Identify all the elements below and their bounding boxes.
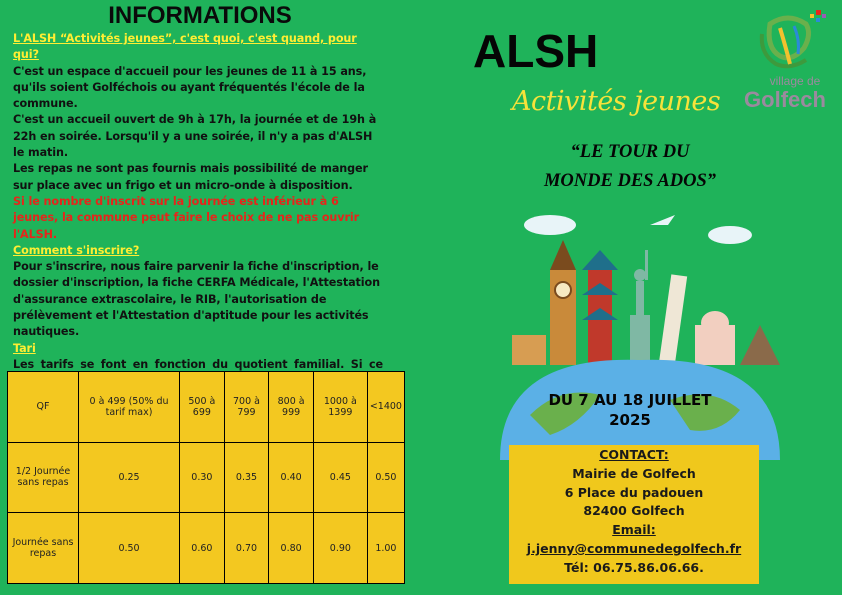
- table-cell: 1/2 Journée sans repas: [8, 442, 79, 513]
- statue-of-liberty-icon: [630, 315, 650, 365]
- activites-jeunes-subtitle: Activités jeunes: [512, 86, 721, 117]
- contact-heading: CONTACT:: [599, 447, 669, 462]
- table-cell: 1.00: [367, 513, 404, 584]
- email-label: Email:: [612, 522, 656, 538]
- table-cell: 0.30: [180, 442, 225, 513]
- warning-minimum: Si le nombre d'inscrit sur la journée est inférieur à 6 jeunes, la commune peut faire le choix de ne pas ouvrir l'ALSH.: [13, 194, 360, 241]
- email-link[interactable]: j.jenny@communedegolfech.fr: [526, 540, 742, 556]
- table-row: [8, 513, 405, 584]
- contact-address: 6 Place du padouen: [564, 484, 704, 500]
- theme-title: [480, 138, 780, 196]
- date-range: [520, 390, 740, 430]
- logo-text: Golfech: [744, 87, 826, 112]
- date-line: DU 7 AU 18 JUILLET: [548, 391, 712, 409]
- theme-line: MONDE DES ADOS”: [543, 171, 717, 191]
- paragraph-audience: C'est un espace d'accueil pour les jeunes de 11 à 15 ans, qu'ils soient Golféchois ou ayant fréquentés l'école de la commune.: [13, 64, 367, 111]
- theme-line: “LE TOUR DU: [570, 142, 690, 162]
- table-cell: 0.50: [79, 513, 180, 584]
- table-header: <1400: [367, 372, 404, 443]
- contact-city: 82400 Golfech: [583, 503, 685, 519]
- paragraph-hours: C'est un accueil ouvert de 9h à 17h, la journée et de 19h à 22h en soirée. Lorsqu'il y a une soirée, il n'y a pas d'ALSH le matin.: [13, 113, 377, 160]
- table-row: [8, 442, 405, 513]
- table-cell: 0.40: [269, 442, 314, 513]
- alsh-title: ALSH: [473, 25, 599, 77]
- tarif-table: [7, 371, 405, 584]
- paragraph-registration: Pour s'inscrire, nous faire parvenir la fiche d'inscription, le dossier d'inscription, la fiche CERFA Médicale, l'Attestation d'assurance extrascolaire, le RIB, l'autorisation de prélèvement et l'Attestation d'aptitude pour les activités nautiques.: [13, 260, 380, 339]
- table-cell: 0.80: [269, 513, 314, 584]
- table-cell: 0.70: [224, 513, 269, 584]
- paragraph-meals: Les repas ne sont pas fournis mais possibilité de manger sur place avec un frigo et un micro-onde à disposition.: [13, 162, 368, 192]
- table-header: 800 à 999: [269, 372, 314, 443]
- contact-name: Mairie de Golfech: [572, 465, 696, 481]
- table-cell: 0.45: [313, 442, 367, 513]
- table-header: 500 à 699: [180, 372, 225, 443]
- airplane-icon: [650, 215, 675, 225]
- phone-number: Tél: 06.75.86.06.66.: [564, 559, 704, 575]
- colosseum-icon: [512, 335, 546, 365]
- cloud-icon: [524, 215, 576, 235]
- date-year: 2025: [609, 411, 651, 429]
- table-cell: 0.90: [313, 513, 367, 584]
- table-header: 700 à 799: [224, 372, 269, 443]
- pisa-tower-icon: [659, 274, 687, 365]
- table-header: 1000 à 1399: [313, 372, 367, 443]
- table-cell: 0.60: [180, 513, 225, 584]
- contact-box: [509, 445, 759, 584]
- table-header-row: [8, 372, 405, 443]
- pyramid-icon: [740, 325, 780, 365]
- question-what: L'ALSH “Activités jeunes”, c'est quoi, c'est quand, pour qui?: [13, 32, 357, 62]
- question-tarif: Tari: [13, 341, 36, 355]
- logo-text: village de: [769, 74, 821, 88]
- table-header: 0 à 499 (50% du tarif max): [79, 372, 180, 443]
- paragraph-tarif: Les tarifs se font en fonction du quotient familial. Si ce: [13, 357, 383, 371]
- table-header: QF: [8, 372, 79, 443]
- informations-text: [13, 31, 383, 390]
- table-cell: Journée sans repas: [8, 513, 79, 584]
- cloud-icon: [708, 226, 752, 244]
- table-cell: 0.35: [224, 442, 269, 513]
- table-cell: 0.50: [367, 442, 404, 513]
- informations-title: INFORMATIONS: [108, 2, 292, 29]
- question-register: Comment s'inscrire?: [13, 243, 140, 257]
- table-cell: 0.25: [79, 442, 180, 513]
